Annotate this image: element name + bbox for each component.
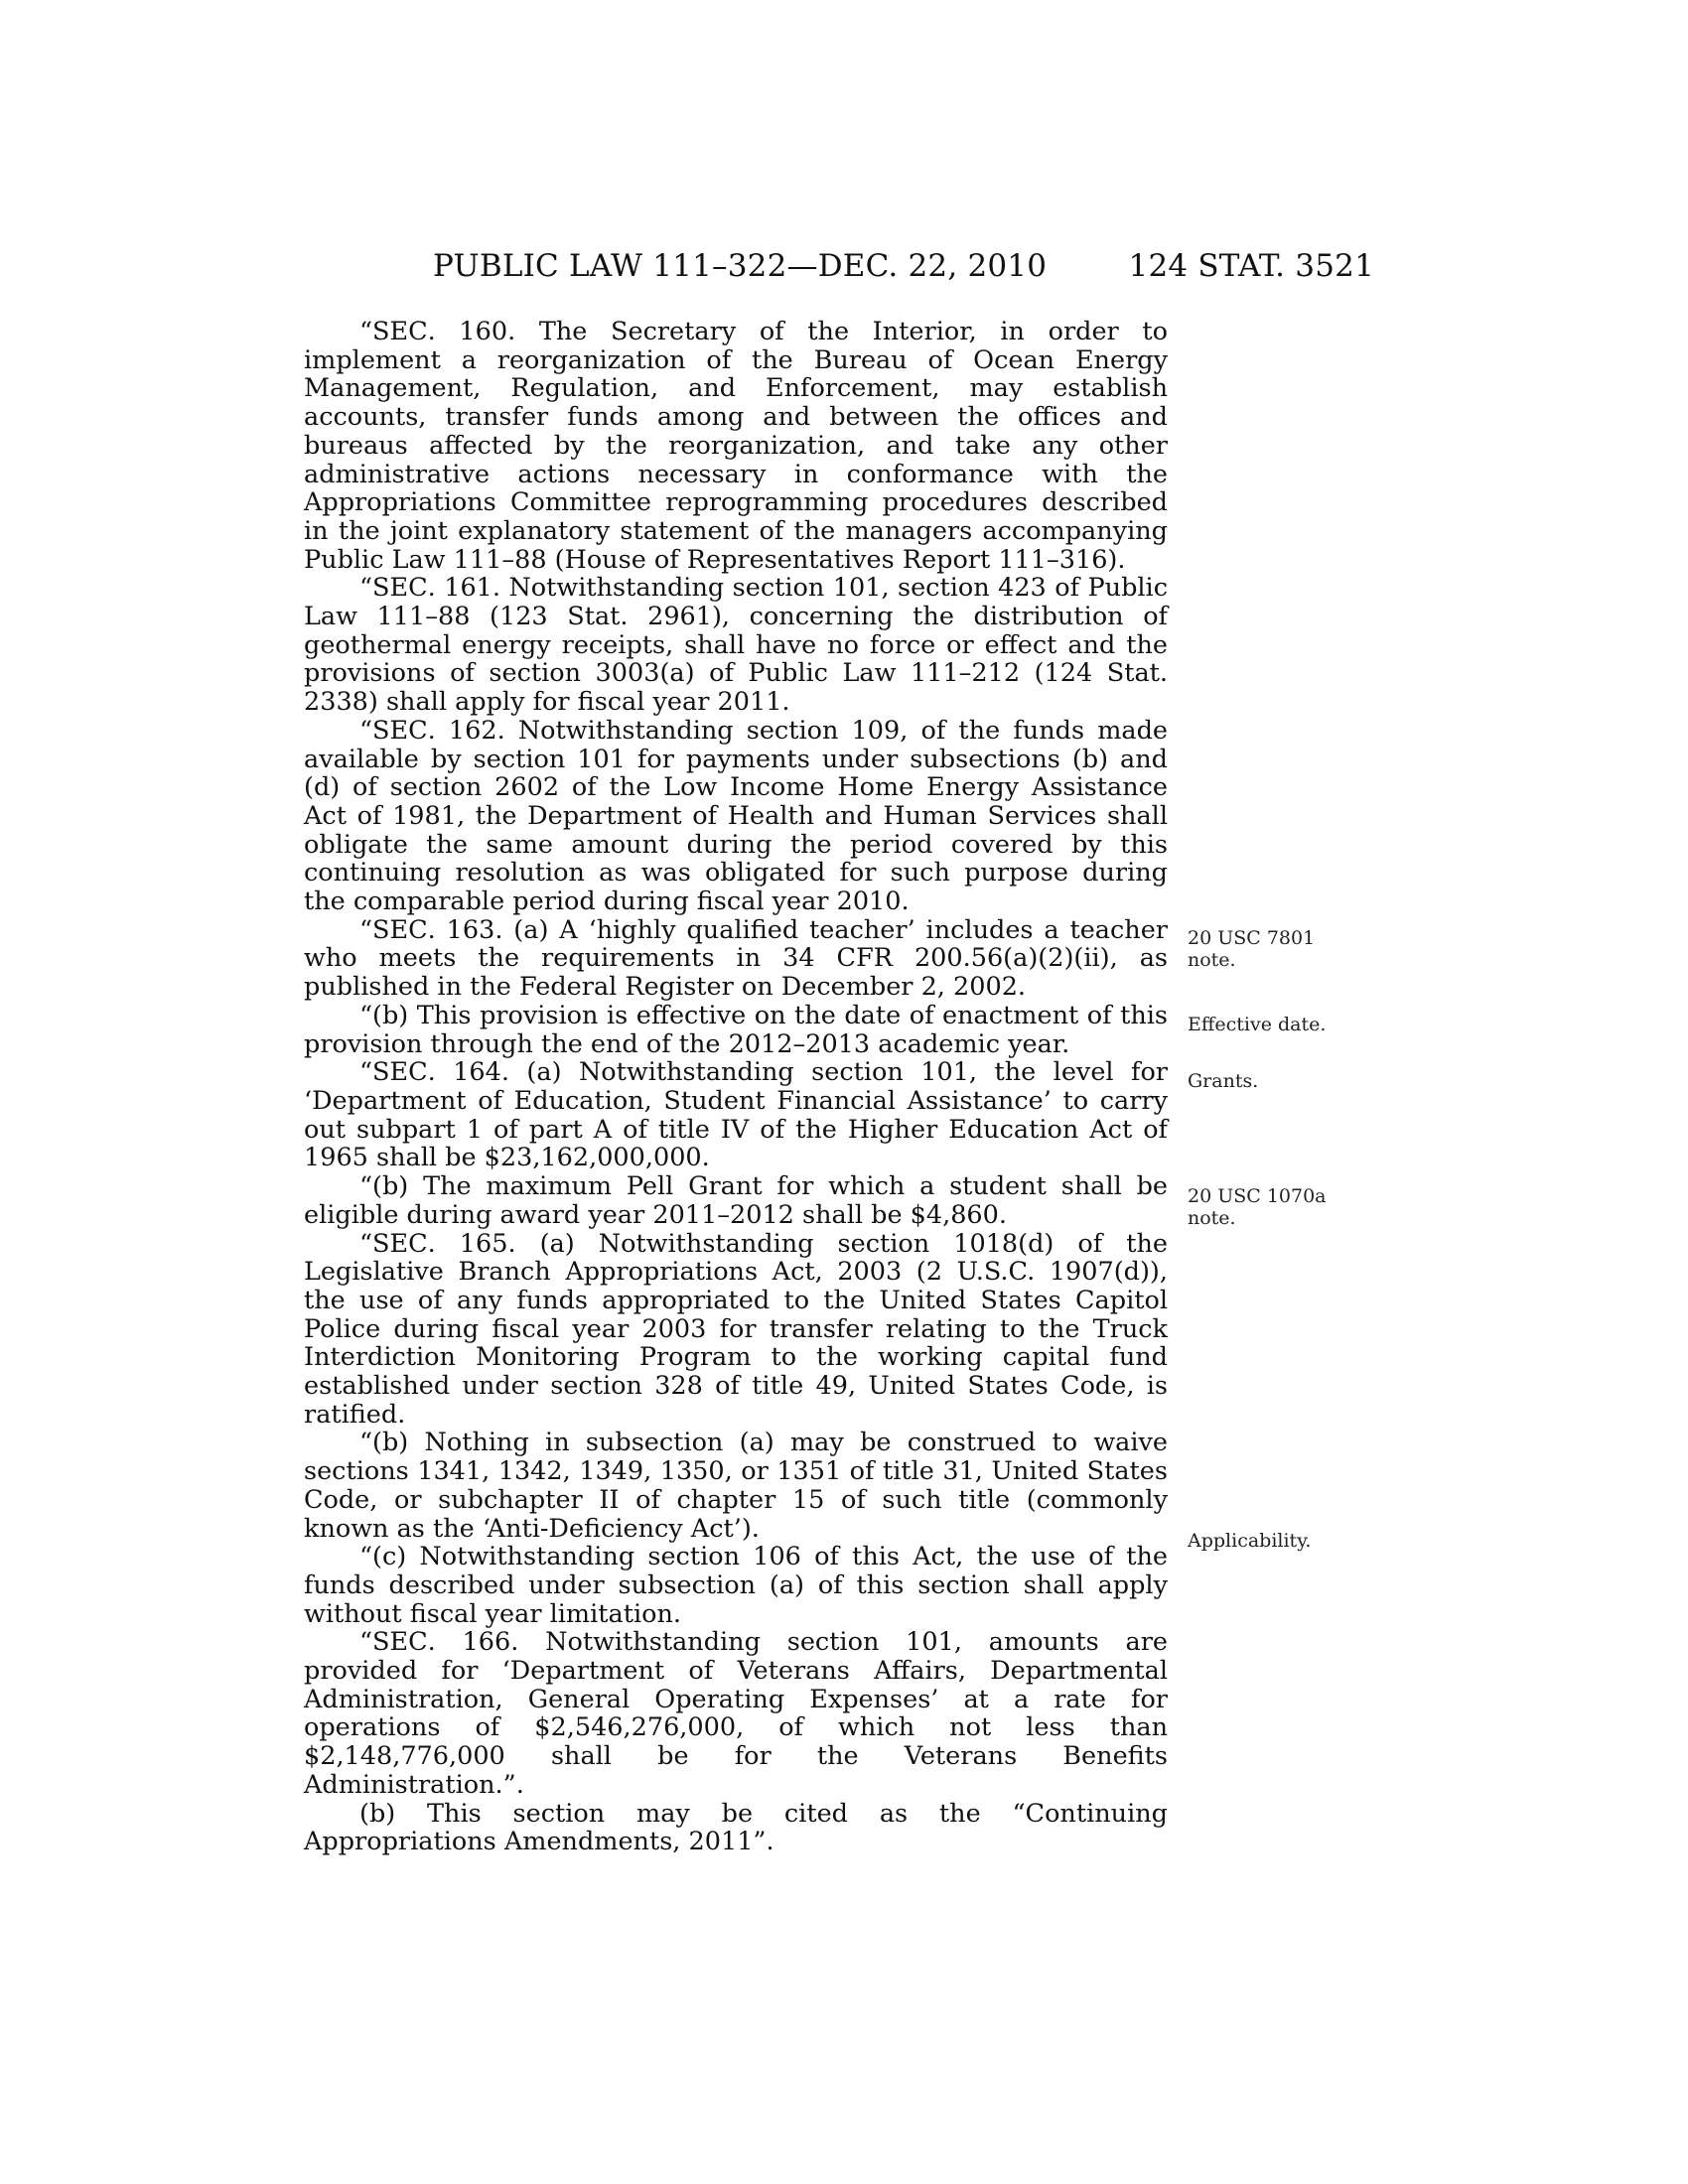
section-161-paragraph (304, 574, 1168, 717)
para-smallcaps: EC (389, 715, 428, 746)
section-165b-paragraph (304, 1429, 1168, 1543)
para-text: “(c) Notwithstanding section 106 of this Act, the use of the funds described under subsection (a) of this section shall apply without fiscal year limitation. (304, 1542, 1168, 1629)
section-162-paragraph (304, 717, 1168, 916)
para-text: . 161. Notwithstanding section 101, section 423 of Public Law 111–88 (123 Stat. 2961), concerning the distribution of geothermal energy receipts, shall have no force or effect and the provisions of section 3003(a) of Public Law 111–212 (124 Stat. 2338) shall apply for fiscal year 2011. (304, 573, 1168, 718)
margin-note-usc-7801: 20 USC 7801 note. (1188, 927, 1316, 971)
page-stat-number: 124 STAT. 3521 (1128, 248, 1374, 284)
para-smallcaps: EC (389, 573, 428, 604)
running-head-title: PUBLIC LAW 111–322—DEC. 22, 2010 (433, 248, 1048, 284)
para-text: “(b) The maximum Pell Grant for which a student shall be eligible during award year 2011–2012 shall be $4,860. (304, 1171, 1168, 1230)
para-text: “(b) Nothing in subsection (a) may be construed to waive sections 1341, 1342, 1349, 1350, or 1351 of title 31, United States Code, or subchapter II of chapter 15 of such title (commonly known as the ‘Anti-Deficiency Act’). (304, 1428, 1168, 1544)
para-text: . 166. Notwithstanding section 101, amounts are provided for ‘Department of Veterans Affairs, Departmental Administration, General Operating Expenses’ at a rate for operations of $2,546,276,000, of which not less than $2,148,776,000 shall be for the Veterans Benefits Administration.”. (304, 1627, 1168, 1800)
section-163a-paragraph (304, 916, 1168, 1002)
margin-note-applicability: Applicability. (1188, 1530, 1312, 1552)
para-text: “(b) This provision is effective on the date of enactment of this provision through the end of the 2012–2013 academic year. (304, 1000, 1168, 1059)
para-lead: “S (359, 715, 390, 746)
para-text: . 162. Notwithstanding section 109, of the funds made available by section 101 for payments under subsections (b) and (d) of section 2602 of the Low Income Home Energy Assistance Act of 1981, the Department of Health and Human Services shall obligate the same amount during the period covered by this continuing resolution as was obligated for such purpose during the comparable period during fiscal year 2010. (304, 715, 1168, 917)
section-166-paragraph (304, 1628, 1168, 1799)
para-smallcaps: EC (389, 1627, 428, 1658)
para-lead: “S (359, 1228, 390, 1259)
section-163b-paragraph (304, 1002, 1168, 1058)
para-lead: “S (359, 573, 390, 604)
para-lead: “S (359, 317, 390, 346)
para-text: . 160. The Secretary of the Interior, in order to implement a reorganization of the Bureau of Ocean Energy Management, Regulation, and Enforcement, may establish accounts, transfer funds among and between the offices and bureaus affected by the reorganization, and take any other administrative actions necessary in conformance with the Appropriations Committee reprogramming procedures described in the joint explanatory statement of the managers accompanying Public Law 111–88 (House of Representatives Report 111–316). (304, 317, 1168, 575)
margin-note-grants: Grants. (1188, 1070, 1259, 1092)
margin-note-effective-date: Effective date. (1188, 1014, 1327, 1035)
para-smallcaps: EC (389, 317, 428, 346)
para-smallcaps: EC (389, 1228, 428, 1259)
section-165c-paragraph (304, 1543, 1168, 1628)
section-164b-paragraph (304, 1172, 1168, 1229)
section-160-paragraph (304, 318, 1168, 574)
para-smallcaps: EC (389, 914, 428, 945)
section-164a-paragraph (304, 1058, 1168, 1172)
para-text: (b) This section may be cited as the “Continuing Appropriations Amendments, 2011”. (304, 1798, 1168, 1857)
page-header (433, 246, 1374, 286)
short-title-paragraph (304, 1800, 1168, 1856)
para-lead: “S (359, 914, 390, 945)
section-165a-paragraph (304, 1230, 1168, 1430)
para-text: . 163. (a) A ‘highly qualified teacher’ includes a teacher who meets the requirements in 34 CFR 200.56(a)(2)(ii), as published in the Federal Register on December 2, 2002. (304, 914, 1168, 1003)
para-lead: “S (359, 1627, 390, 1658)
para-smallcaps: EC (389, 1057, 428, 1088)
margin-note-usc-1070a: 20 USC 1070a note. (1188, 1185, 1327, 1229)
document-body (304, 318, 1168, 1856)
para-text: . 164. (a) Notwithstanding section 101, the level for ‘Department of Education, Student Financial Assistance’ to carry out subpart 1 of part A of title IV of the Higher Education Act of 1965 shall be $23,162,000,000. (304, 1057, 1168, 1173)
para-lead: “S (359, 1057, 390, 1088)
para-text: . 165. (a) Notwithstanding section 1018(d) of the Legislative Branch Appropriations Act, 2003 (2 U.S.C. 1907(d)), the use of any funds appropriated to the United States Capitol Police during fiscal year 2003 for transfer relating to the Truck Interdiction Monitoring Program to the working capital fund established under section 328 of title 49, United States Code, is ratified. (304, 1228, 1168, 1430)
